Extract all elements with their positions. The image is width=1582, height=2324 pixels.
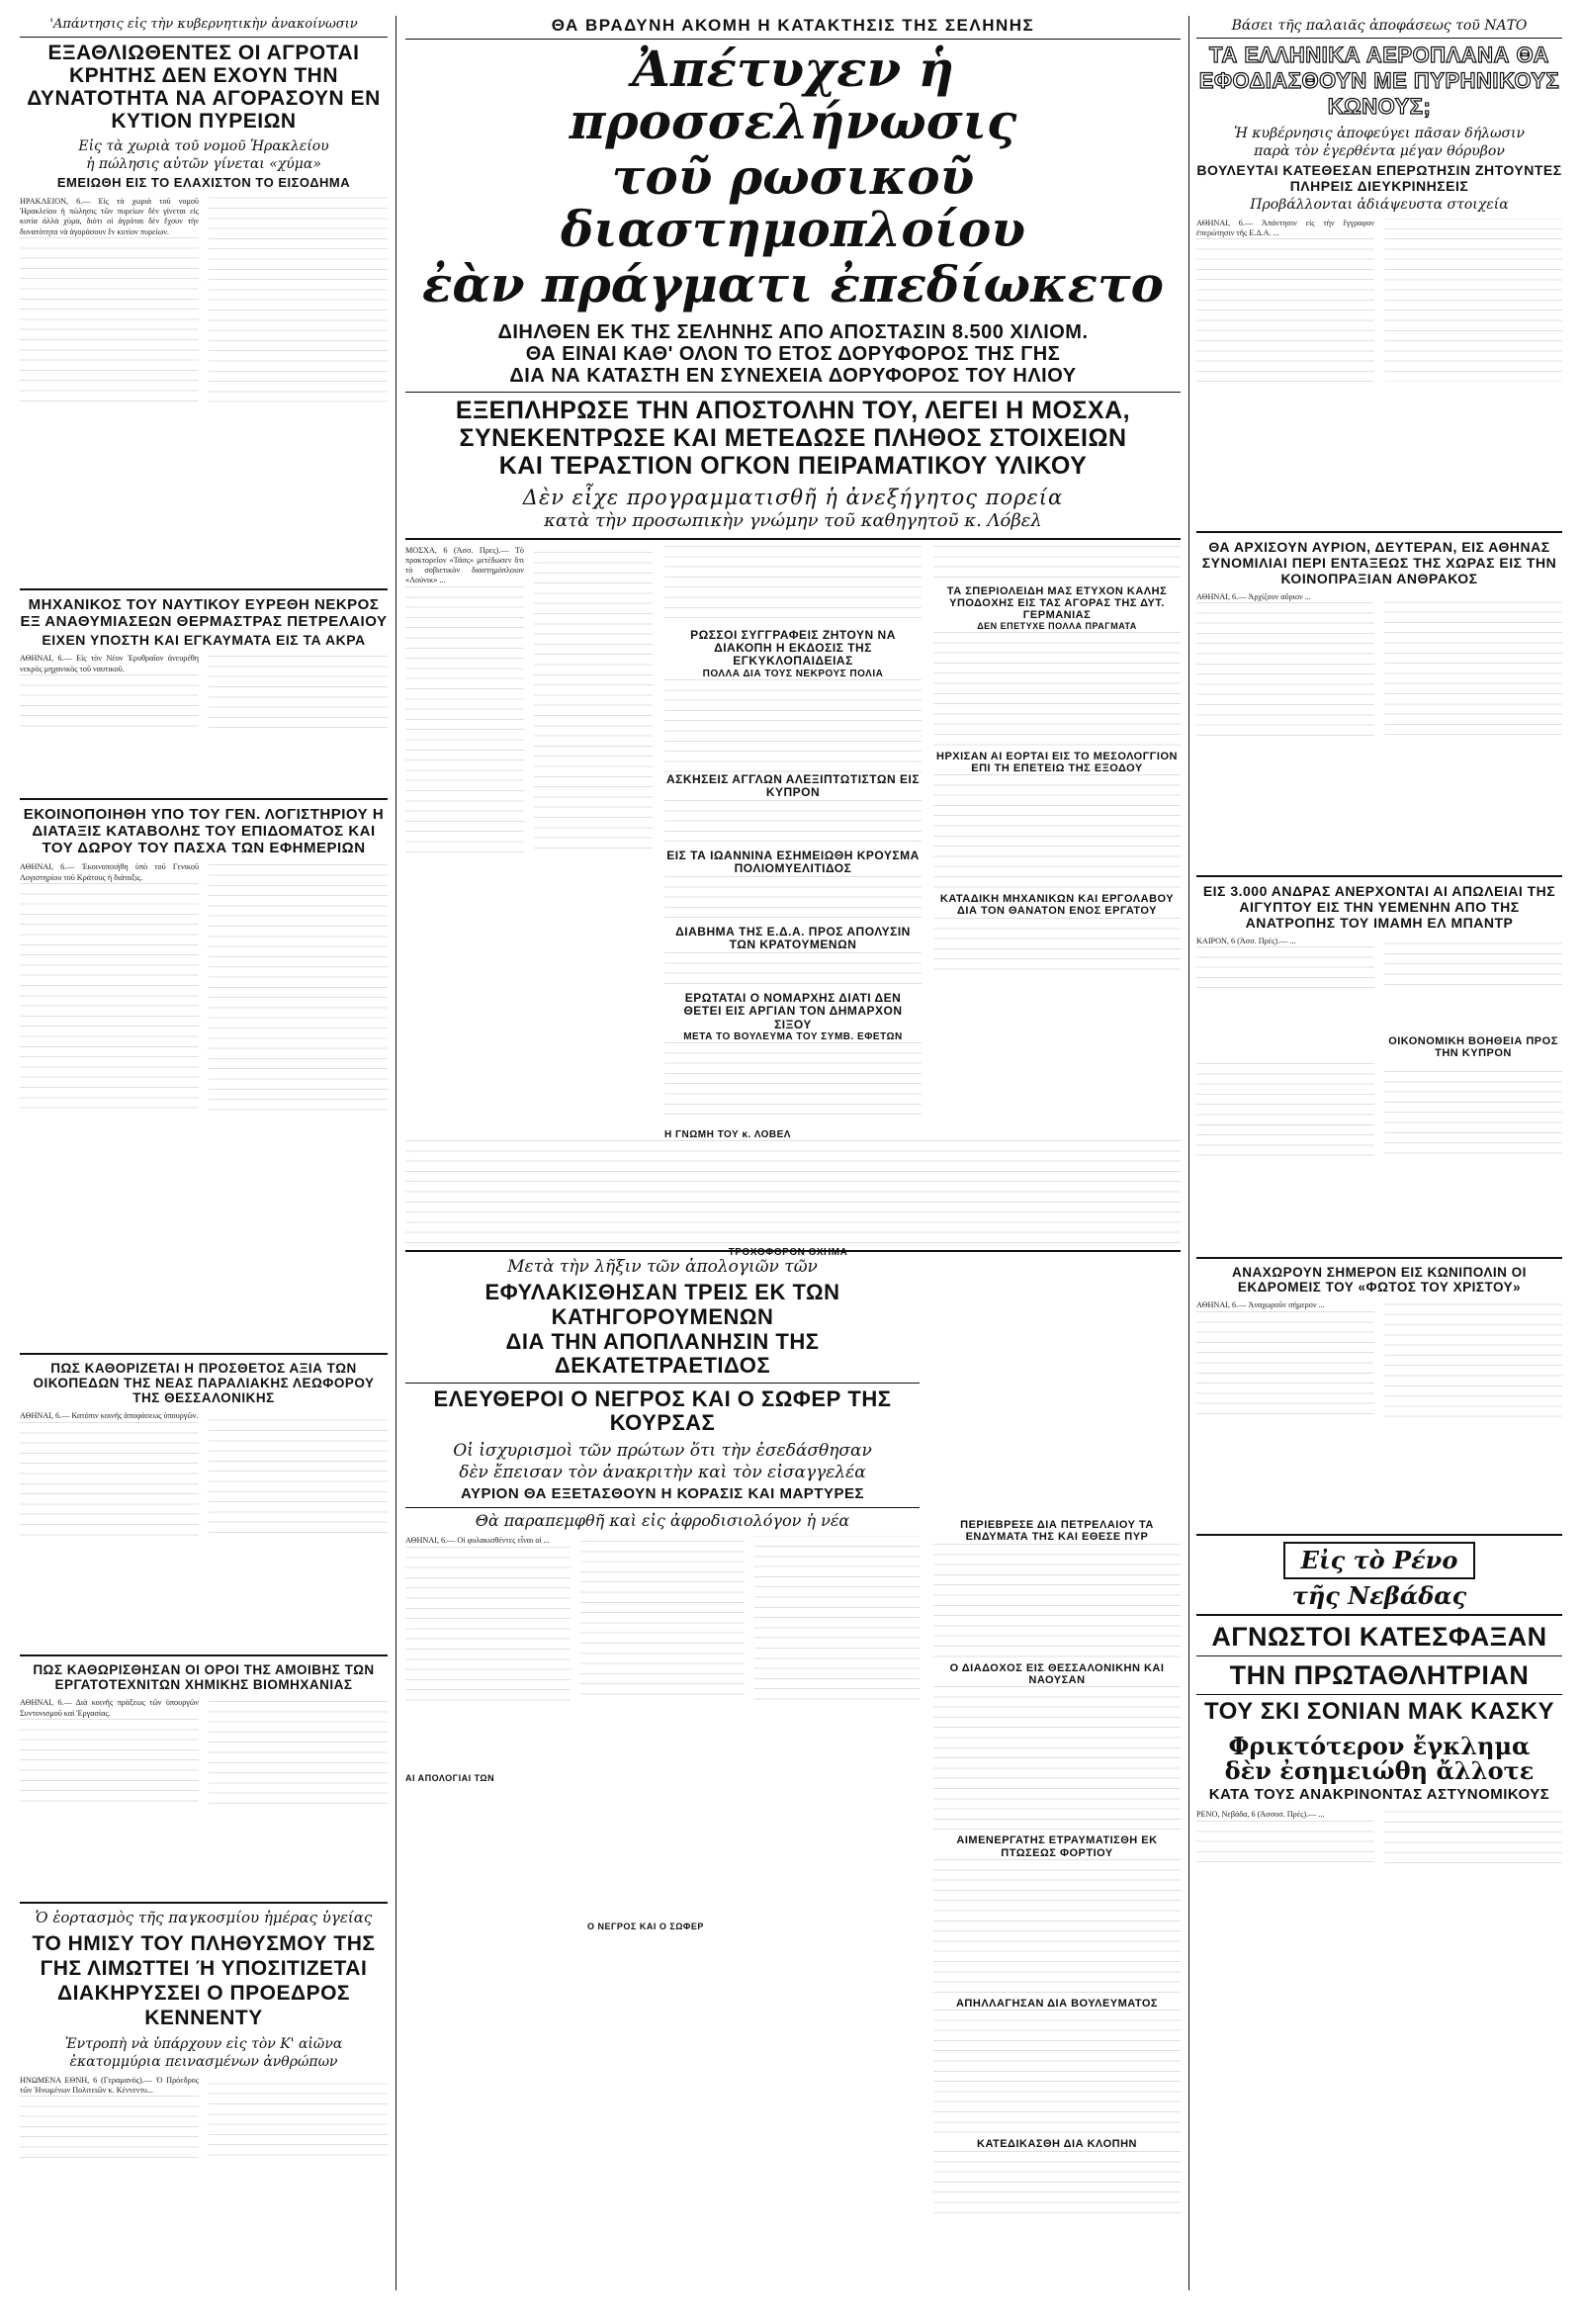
headline-coal-talks: ΘΑ ΑΡΧΙΣΟΥΝ ΑΥΡΙΟΝ, ΔΕΥΤΕΡΑΝ, ΕΙΣ ΑΘΗΝΑΣ ΣΥΝΟΜΙΛΙΑΙ ΠΕΡΙ ΕΝΤΑΞΕΩΣ ΤΗΣ ΧΩΡΑΣ ΕΙΣ ΤΗΝ ΚΟΙΝΟΠΡΑΞΙΑΝ ΑΝΘΡΑΚΟΣ — [1201, 538, 1557, 586]
deck-italic: Δὲν εἶχε προγραμματισθῆ ἡ ἀνεξήγητος πορεία — [522, 485, 1064, 509]
article-text — [664, 546, 922, 625]
article-lead: ΗΡΑΚΛΕΙΟΝ, 6.— Εἰς τὰ χωριὰ τοῦ νομοῦ Ἡρακλείου ἡ πώλησις τῶν πυρείων δὲν γίνεται εἰς κυτία ἀλλὰ χύμα, διότι οἱ ἀγρόται δὲν ἔχουν τὴν δυνατότητα νὰ ἀγοράσουν ἓν κυτίον πυρείων. — [20, 196, 199, 236]
headline-egypt-yemen: ΕΙΣ 3.000 ΑΝΔΡΑΣ ΑΝΕΡΧΟΝΤΑΙ ΑΙ ΑΠΩΛΕΙΑΙ ΤΗΣ ΑΙΓΥΠΤΟΥ ΕΙΣ ΤΗΝ ΥΕΜΕΝΗΝ ΑΠΟ ΤΗΣ ΑΝΑΤΡΟΠΗΣ ΤΟΥ ΙΜΑΜΗ ΕΛ ΜΠΑΝΤΡ — [1202, 882, 1556, 931]
center-story-grid — [405, 546, 1181, 1129]
brief-headline: ΠΕΡΙΕΒΡΕΣΕ ΔΙΑ ΠΕΤΡΕΛΑΙΟΥ ΤΑ ΕΝΔΥΜΑΤΑ ΤΗΣ ΚΑΙ ΕΘΕΣΕ ΠΥΡ — [960, 1519, 1154, 1544]
headline-general-accounting: ΕΚΟΙΝΟΠΟΙΗΘΗ ΥΠΟ ΤΟΥ ΓΕΝ. ΛΟΓΙΣΤΗΡΙΟΥ Η ΔΙΑΤΑΞΙΣ ΚΑΤΑΒΟΛΗΣ ΤΟΥ ΕΠΙΔΟΜΑΤΟΣ ΚΑΙ ΤΟΥ ΔΩΡΟΥ ΤΟΥ ΠΑΣΧΑ ΤΩΝ ΕΦΗΜΕΡΙΩΝ — [23, 806, 385, 857]
subheadline: Ἐντροπὴ νὰ ὑπάρχουν εἰς τὸν Κ' αἰῶνα — [64, 2035, 343, 2052]
article-text — [664, 800, 922, 849]
article-text — [933, 546, 1181, 585]
article-lead: ΑΘΗΝΑΙ, 6.— Ἀπάντησιν εἰς τὴν ἔγγραφον ἐπερώτησιν τῆς Ε.Δ.Α. ... — [1196, 218, 1374, 238]
subheadline: Εἰς τὰ χωριὰ τοῦ νομοῦ Ἡρακλείου — [78, 137, 329, 154]
subheadline: παρὰ τὸν ἐγερθέντα μέγαν θόρυβον — [1254, 143, 1505, 160]
brief-headline: Ο ΔΙΑΔΟΧΟΣ ΕΙΣ ΘΕΣΣΑΛΟΝΙΚΗΝ ΚΑΙ ΝΑΟΥΣΑΝ — [949, 1661, 1165, 1686]
article-lead: ΑΘΗΝΑΙ, 6.— Ἐκοινοποιήθη ὑπὸ τοῦ Γενικοῦ Λογιστηρίου τοῦ Κράτους ἡ διάταξις. — [20, 862, 199, 882]
article-lead: ΑΘΗΝΑΙ, 6.— Κατόπιν κοινῆς ἀποφάσεως ὑπουργῶν. — [20, 1411, 199, 1421]
article-lead: ΑΘΗΝΑΙ, 6.— Οἱ φυλακισθέντες εἶναι οἱ ... — [405, 1536, 550, 1546]
reno-subheadline: ΚΑΤΑ ΤΟΥΣ ΑΝΑΚΡΙΝΟΝΤΑΣ ΑΣΤΥΝΟΜΙΚΟΥΣ — [1208, 1786, 1550, 1804]
article-text — [664, 876, 922, 926]
headline-world-hunger: ΤΟ ΗΜΙΣΥ ΤΟΥ ΠΛΗΘΥΣΜΟΥ ΤΗΣ ΓΗΣ ΛΙΜΩΤΤΕΙ Ή ΥΠΟΣΙΤΙΖΕΤΑΙ ΔΙΑΚΗΡΥΣΣΕΙ Ο ΠΡΟΕΔΡΟΣ ΚΕΝΝΕΝΤΥ — [32, 1931, 376, 2029]
article-lead: ΗΝΩΜΕΝΑ ΕΘΝΗ, 6 (Γεραμανός).— Ὁ Πρόεδρος τῶν Ἡνωμένων Πολιτειῶν κ. Κέννεντυ... — [20, 2075, 199, 2096]
newspaper-page — [20, 16, 1562, 2290]
article-text — [20, 1411, 388, 1649]
section-label: ΑΙ ΑΠΟΛΟΓΙΑΙ ΤΩΝ — [405, 1773, 495, 1784]
subheadline: ἑκατομμύρια πεινασμένων ἀνθρώπων — [69, 2053, 338, 2070]
subheadline: Ἡ κυβέρνησις ἀποφεύγει πᾶσαν δήλωσιν — [1233, 126, 1526, 142]
article-lead: ΡΕΝΟ, Νεβάδα, 6 (Ἀσσοσ. Πρές).— ... — [1196, 1810, 1325, 1820]
brief-headline: ΗΡΧΙΣΑΝ ΑΙ ΕΟΡΤΑΙ ΕΙΣ ΤΟ ΜΕΣΟΛΟΓΓΙΟΝ ΕΠΙ ΤΗ ΕΠΕΤΕΙΩ ΤΗΣ ΕΞΟΔΟΥ — [936, 750, 1178, 774]
side-briefs — [664, 546, 922, 1124]
brief-headline: ΤΑ ΣΠΕΡΙΟΛΕΙΔΗ ΜΑΣ ΕΤΥΧΟΝ ΚΑΛΗΣ ΥΠΟΔΟΧΗΣ ΕΙΣ ΤΑΣ ΑΓΟΡΑΣ ΤΗΣ ΔΥΤ. ΓΕΡΜΑΝΙΑΣ — [946, 584, 1168, 622]
article-text — [1196, 937, 1562, 1035]
brief-headline: ΚΑΤΕΔΙΚΑΣΘΗ ΔΙΑ ΚΛΟΠΗΝ — [977, 2138, 1137, 2151]
article-text — [1196, 1810, 1562, 1919]
left-column — [20, 16, 388, 2224]
article-text — [1196, 1063, 1562, 1251]
headline-navy-mechanic: ΜΗΧΑΝΙΚΟΣ ΤΟΥ ΝΑΥΤΙΚΟΥ ΕΥΡΕΘΗ ΝΕΚΡΟΣ ΕΞ ΑΝΑΘΥΜΙΑΣΕΩΝ ΘΕΡΜΑΣΤΡΑΣ ΠΕΤΡΕΛΑΙΟΥ — [20, 595, 388, 630]
brief-headline: ΑΙΜΕΝΕΡΓΑΤΗΣ ΕΤΡΑΥΜΑΤΙΣΘΗ ΕΚ ΠΤΩΣΕΩΣ ΦΟΡΤΙΟΥ — [956, 1834, 1158, 1859]
article-text — [933, 2151, 1181, 2220]
brief-headline: ΡΩΣΣΟΙ ΣΥΓΓΡΑΦΕΙΣ ΖΗΤΟΥΝ ΝΑ ΔΙΑΚΟΠΗ Η ΕΚΔΟΣΙΣ ΤΗΣ ΕΓΚΥΚΛΟΠΑΙΔΕΙΑΣ — [690, 627, 896, 669]
deck: ΔΙΗΛΘΕΝ ΕΚ ΤΗΣ ΣΕΛΗΝΗΣ ΑΠΟ ΑΠΟΣΤΑΣΙΝ 8.500 ΧΙΛΙΟΜ. — [497, 320, 1089, 343]
deck: ΔΙΑ ΝΑ ΚΑΤΑΣΤΗ ΕΝ ΣΥΝΕΧΕΙΑ ΔΟΡΥΦΟΡΟΣ ΤΟΥ ΗΛΙΟΥ — [509, 365, 1077, 388]
article-text — [405, 1140, 1181, 1244]
article-text — [405, 1536, 920, 2030]
right-briefs — [933, 546, 1181, 1124]
column-divider — [1188, 16, 1189, 2290]
subheadline: Προβάλλονται ἀδιάψευστα στοιχεία — [1250, 196, 1509, 213]
article-text — [933, 2010, 1181, 2138]
article-lead: ΜΟΣΧΑ, 6 (Ἀσσ. Πρες).— Τὸ πρακτορεῖον «Τάσς» μετέδωσεν ὅτι τὸ σοβιετικὸν διαστημόπλοιον «Λούνικ» ... — [405, 545, 524, 585]
brief-headline: ΑΣΚΗΣΕΙΣ ΑΓΓΛΩΝ ΑΛΕΞΙΠΤΩΤΙΣΤΩΝ ΕΙΣ ΚΥΠΡΟΝ — [665, 772, 921, 800]
article-text — [1196, 219, 1562, 525]
deck-italic: κατὰ τὴν προσωπικὴν γνώμην τοῦ καθηγητοῦ κ. Λόβελ — [544, 509, 1042, 531]
article-text — [20, 1698, 388, 1896]
article-text — [933, 918, 1181, 977]
article-text — [933, 774, 1181, 893]
article-text — [405, 546, 653, 1124]
reno-subheadline: Φρικτότερον ἔγκλημα — [1228, 1732, 1531, 1761]
reno-headline: ΤΗΝ ΠΡΩΤΑΘΛΗΤΡΙΑΝ — [1229, 1659, 1530, 1690]
kicker: 'Απάντησις εἰς τὴν κυβερνητικὴν ἀνακοίνωσιν — [49, 17, 358, 32]
article-text — [664, 1042, 922, 1121]
brief-subheadline: ΔΕΝ ΕΠΕΤΥΧΕ ΠΟΛΛΑ ΠΡΑΓΜΑΤΑ — [977, 621, 1137, 632]
article-text — [20, 862, 388, 1347]
article-text — [933, 1544, 1181, 1662]
reno-box-line: Εἰς τὸ Ρένο — [1300, 1546, 1458, 1575]
article-lead: ΚΑΙΡΟΝ, 6 (Ἀσσ. Πρές).— ... — [1196, 936, 1296, 945]
article-lead: ΑΘΗΝΑΙ, 6.— Ἀρχίζουν αὔριον ... — [1196, 591, 1311, 601]
kicker: ΘΑ ΒΡΑΔΥΝΗ ΑΚΟΜΗ Η ΚΑΤΑΚΤΗΣΙΣ ΤΗΣ ΣΕΛΗΝΗΣ — [551, 16, 1035, 35]
kicker: Βάσει τῆς παλαιᾶς ἀποφάσεως τοῦ ΝΑΤΟ — [1231, 18, 1528, 34]
subheadline: ΕΙΧΕΝ ΥΠΟΣΤΗ ΚΑΙ ΕΓΚΑΥΜΑΤΑ ΕΙΣ ΤΑ ΑΚΡΑ — [42, 631, 366, 648]
article-text — [20, 197, 388, 582]
article-text — [1196, 592, 1562, 869]
subheadline: ΒΟΥΛΕΥΤΑΙ ΚΑΤΕΘΕΣΑΝ ΕΠΕΡΩΤΗΣΙΝ ΖΗΤΟΥΝΤΕΣ ΠΛΗΡΕΙΣ ΔΙΕΥΚΡΙΝΗΣΕΙΣ — [1196, 162, 1562, 194]
brief-subheadline: ΜΕΤΑ ΤΟ ΒΟΥΛΕΥΜΑ ΤΟΥ ΣΥΜΒ. ΕΦΕΤΩΝ — [683, 1030, 903, 1042]
brief-headline: ΔΙΑΒΗΜΑ ΤΗΣ Ε.Δ.Α. ΠΡΟΣ ΑΠΟΛΥΣΙΝ ΤΩΝ ΚΡΑΤΟΥΜΕΝΩΝ — [675, 924, 911, 952]
reno-box-line: τῆς Νεβάδας — [1291, 1580, 1467, 1610]
article-text — [1196, 1300, 1562, 1528]
brief-headline: ΕΡΩΤΑΤΑΙ Ο ΝΟΜΑΡΧΗΣ ΔΙΑΤΙ ΔΕΝ ΘΕΤΕΙ ΕΙΣ ΑΡΓΙΑΝ ΤΟΝ ΔΗΜΑΡΧΟΝ ΣΙΞΟΥ — [683, 990, 903, 1031]
deck: ΘΑ ΕΙΝΑΙ ΚΑΘ' ΟΛΟΝ ΤΟ ΕΤΟΣ ΔΟΡΥΦΟΡΟΣ ΤΗΣ ΓΗΣ — [525, 342, 1061, 365]
kicker: Ὁ ἑορτασμὸς τῆς παγκοσμίου ἡμέρας ὑγείας — [35, 1909, 373, 1927]
article-text — [933, 1859, 1181, 1998]
headline-pilgrims: ΑΝΑΧΩΡΟΥΝ ΣΗΜΕΡΟΝ ΕΙΣ ΚΩΝΙΠΟΛΙΝ ΟΙ ΕΚΔΡΟΜΕΙΣ ΤΟΥ «ΦΩΤΟΣ ΤΟΥ ΧΡΙΣΤΟΥ» — [1232, 1265, 1527, 1296]
headline-chemical-workers: ΠΩΣ ΚΑΘΩΡΙΣΘΗΣΑΝ ΟΙ ΟΡΟΙ ΤΗΣ ΑΜΟΙΒΗΣ ΤΩΝ ΕΡΓΑΤΟΤΕΧΝΙΤΩΝ ΧΗΜΙΚΗΣ ΒΙΟΜΗΧΑΝΙΑΣ — [33, 1662, 375, 1693]
article-text — [933, 632, 1181, 751]
trial-kicker: Μετὰ τὴν λῆξιν τῶν ἀπολογιῶν τῶν — [507, 1256, 818, 1277]
brief-headline: ΕΙΣ ΤΑ ΙΩΑΝΝΙΝΑ ΕΣΗΜΕΙΩΘΗ ΚΡΟΥΣΜΑ ΠΟΛΙΟΜΥΕΛΙΤΙΔΟΣ — [666, 848, 920, 876]
article-text — [664, 952, 922, 992]
article-lead: ΑΘΗΝΑΙ, 6.— Ἀναχωροῦν σήμερον ... — [1196, 1300, 1325, 1310]
section-label: Ο ΝΕΓΡΟΣ ΚΑΙ Ο ΣΩΦΕΡ — [583, 1922, 708, 1931]
reno-headline: ΤΟΥ ΣΚΙ ΣΟΝΙΑΝ ΜΑΚ ΚΑΣΚΥ — [1203, 1698, 1555, 1726]
brief-headline: ΑΠΗΛΛΑΓΗΣΑΝ ΔΙΑ ΒΟΥΛΕΥΜΑΤΟΣ — [955, 1997, 1159, 2010]
trial-subheadline: Θὰ παραπεμφθῆ καὶ εἰς ἀφροδισιολόγον ἡ νέα — [475, 1510, 850, 1530]
brief-headline: ΤΡΟΧΟΦΟΡΟΝ ΟΧΗΜΑ — [728, 1247, 848, 1258]
reno-subheadline: δὲν ἐσημειώθη ἄλλοτε — [1224, 1756, 1535, 1786]
main-headline-2: τοῦ ρωσικοῦ διαστημοπλοίου — [560, 147, 1026, 258]
brief-headline: ΟΙΚΟΝΟΜΙΚΗ ΒΟΗΘΕΙΑ ΠΡΟΣ ΤΗΝ ΚΥΠΡΟΝ — [1388, 1034, 1558, 1060]
headline-nato-aircraft: ΤΑ ΕΛΛΗΝΙΚΑ ΑΕΡΟΠΛΑΝΑ ΘΑ ΕΦΟΔΙΑΣΘΟΥΝ ΜΕ ΠΥΡΗΝΙΚΟΥΣ ΚΩΝΟΥΣ; — [1198, 43, 1560, 120]
trial-subheadline: Οἱ ἰσχυρισμοὶ τῶν πρώτων ὅτι τὴν ἐσεδάσθησαν — [453, 1441, 872, 1462]
article-text — [664, 679, 922, 773]
center-column — [405, 16, 1181, 2151]
article-lead: ΑΘΗΝΑΙ, 6.— Διὰ κοινῆς πράξεως τῶν ὑπουργῶν Συντονισμοῦ καὶ Ἐργασίας. — [20, 1698, 199, 1718]
section-label: Η ΓΝΩΜΗ ΤΟΥ κ. ΛΟΒΕΛ — [664, 1128, 791, 1140]
reno-box — [1283, 1542, 1475, 1578]
trial-headline-4: ΑΥΡΙΟΝ ΘΑ ΕΞΕΤΑΣΘΟΥΝ Η ΚΟΡΑΣΙΣ ΚΑΙ ΜΑΡΤΥΡΕΣ — [461, 1485, 864, 1503]
subheadline: ΕΜΕΙΩΘΗ ΕΙΣ ΤΟ ΕΛΑΧΙΣΤΟΝ ΤΟ ΕΙΣΟΔΗΜΑ — [56, 175, 351, 191]
main-headline-3: ἐὰν πράγματι ἐπεδίωκετο — [421, 255, 1165, 314]
article-text — [20, 2076, 388, 2224]
trial-subheadline: δὲν ἔπεισαν τὸν ἀνακριτὴν καὶ τὸν εἰσαγγελέα — [459, 1462, 866, 1482]
article-text — [20, 654, 388, 792]
article-lead: ΑΘΗΝΑΙ, 6.— Εἰς τὸν Νέον Ἐρυθραῖον ἀνευρέθη νεκρὸς μηχανικὸς τοῦ ναυτικοῦ. — [20, 654, 199, 673]
brief-headline: ΚΑΤΑΔΙΚΗ ΜΗΧΑΝΙΚΩΝ ΚΑΙ ΕΡΓΟΛΑΒΟΥ ΔΙΑ ΤΟΝ ΘΑΝΑΤΟΝ ΕΝΟΣ ΕΡΓΑΤΟΥ — [939, 893, 1175, 918]
trial-headline-1: ΕΦΥΛΑΚΙΣΘΗΣΑΝ ΤΡΕΙΣ ΕΚ ΤΩΝ ΚΑΤΗΓΟΡΟΥΜΕΝΩΝ — [484, 1280, 840, 1329]
trial-headline-2: ΔΙΑ ΤΗΝ ΑΠΟΠΛΑΝΗΣΙΝ ΤΗΣ ΔΕΚΑΤΕΤΡΑΕΤΙΔΟΣ — [505, 1328, 820, 1379]
reno-headline: ΑΓΝΩΣΤΟΙ ΚΑΤΕΣΦΑΞΑΝ — [1211, 1621, 1547, 1652]
trial-story — [405, 1258, 920, 2031]
headline-thessaloniki-plots: ΠΩΣ ΚΑΘΟΡΙΖΕΤΑΙ Η ΠΡΟΣΘΕΤΟΣ ΑΞΙΑ ΤΩΝ ΟΙΚΟΠΕΔΩΝ ΤΗΣ ΝΕΑΣ ΠΑΡΑΛΙΑΚΗΣ ΛΕΩΦΟΡΟΥ ΤΗΣ ΘΕΣΣΑΛΟΝΙΚΗΣ — [33, 1361, 375, 1406]
trial-headline-3: ΕΛΕΥΘΕΡΟΙ Ο ΝΕΓΡΟΣ ΚΑΙ Ο ΣΩΦΕΡ ΤΗΣ ΚΟΥΡΣΑΣ — [433, 1385, 892, 1436]
article-text — [933, 1686, 1181, 1834]
center-lower-briefs — [933, 1519, 1181, 2220]
right-column — [1196, 16, 1562, 1919]
headline-crete-farmers: ΕΞΑΘΛΙΩΘΕΝΤΕΣ ΟΙ ΑΓΡΟΤΑΙ ΚΡΗΤΗΣ ΔΕΝ ΕΧΟΥΝ ΤΗΝ ΔΥΝΑΤΟΤΗΤΑ ΝΑ ΑΓΟΡΑΣΟΥΝ ΕΝ ΚΥΤΙΟΝ ΠΥΡΕΙΩΝ — [27, 41, 381, 133]
main-headline-1: Ἀπέτυχεν ἡ προσσελήνωσις — [569, 40, 1017, 150]
brief-subheadline: ΠΟΛΛΑ ΔΙΑ ΤΟΥΣ ΝΕΚΡΟΥΣ ΠΟΛΙΑ — [702, 668, 884, 679]
deck: ΕΞΕΠΛΗΡΩΣΕ ΤΗΝ ΑΠΟΣΤΟΛΗΝ ΤΟΥ, ΛΕΓΕΙ Η ΜΟΣΧΑ, — [455, 396, 1131, 424]
subheadline: ἡ πώλησις αὐτῶν γίνεται «χύμα» — [86, 156, 321, 173]
deck: ΣΥΝΕΚΕΝΤΡΩΣΕ ΚΑΙ ΜΕΤΕΔΩΣΕ ΠΛΗΘΟΣ ΣΤΟΙΧΕΙΩΝ — [459, 423, 1127, 452]
deck: ΚΑΙ ΤΕΡΑΣΤΙΟΝ ΟΓΚΟΝ ΠΕΙΡΑΜΑΤΙΚΟΥ ΥΛΙΚΟΥ — [498, 451, 1088, 480]
